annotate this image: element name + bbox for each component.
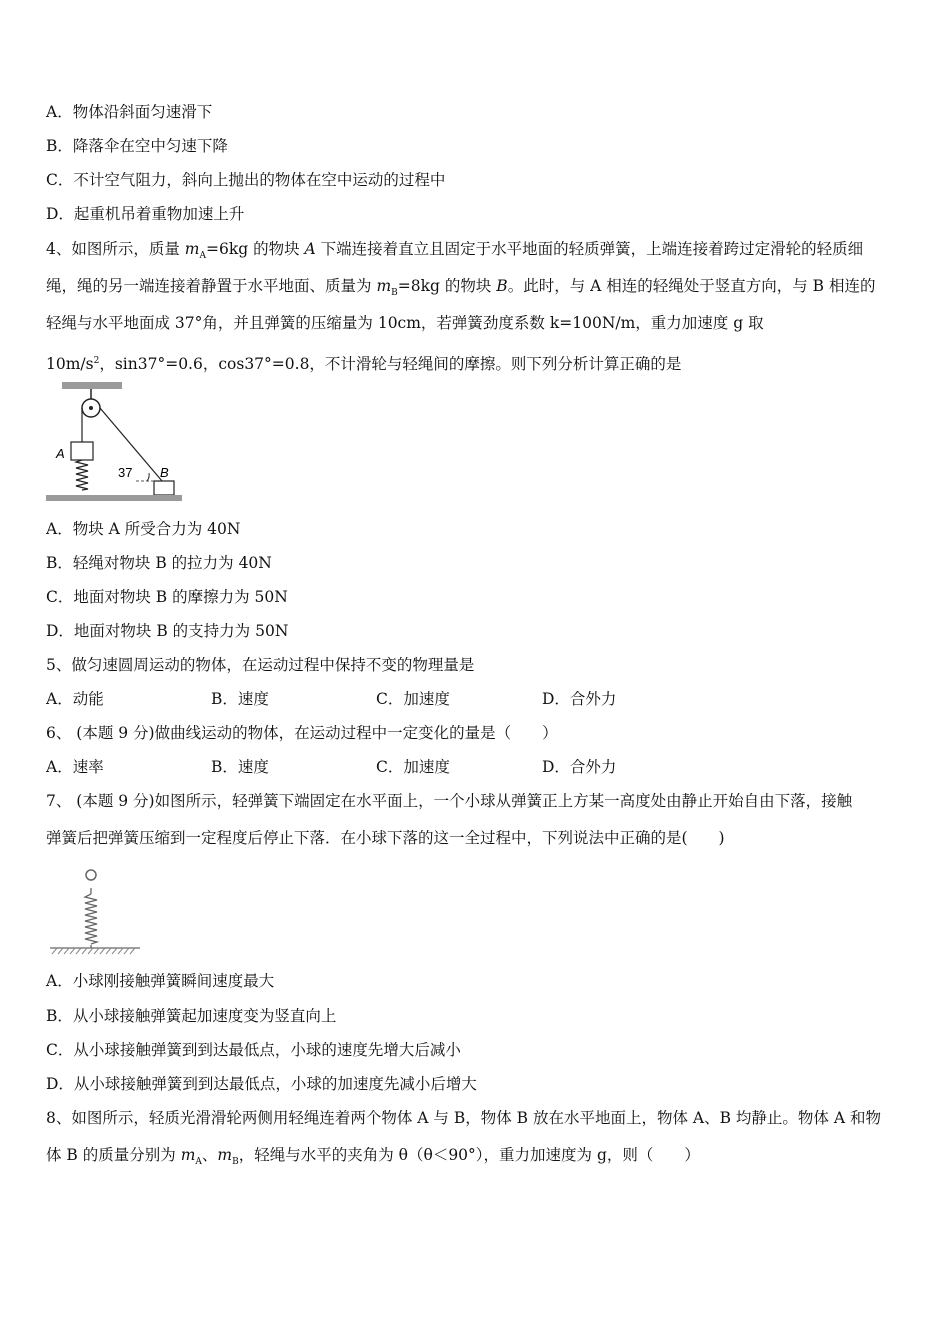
q6-option-a: A．速率	[46, 758, 104, 776]
spring	[85, 894, 97, 944]
q3-option-d: D．起重机吊着重物加速上升	[46, 205, 245, 223]
q7-spring-ball-figure	[46, 864, 144, 956]
q4-stem-line1: 4、如图所示，质量 $m_A=6kg$ 的物块 A 下端连接着直立且固定于水平地面的轻质弹簧，上端连接着跨过定滑轮的轻质细	[46, 240, 864, 262]
q3-option-a: A．物体沿斜面匀速滑下	[46, 103, 213, 121]
q5-stem: 5、做匀速圆周运动的物体，在运动过程中保持不变的物理量是	[46, 656, 475, 674]
q6-stem: 6、 (本题 9 分)做曲线运动的物体，在运动过程中一定变化的量是（ ）	[46, 724, 558, 742]
q7-option-b: B．从小球接触弹簧起加速度变为竖直向上	[46, 1007, 337, 1025]
q7-option-c: C．从小球接触弹簧到到达最低点，小球的速度先增大后减小	[46, 1041, 461, 1059]
q3-option-b: B．降落伞在空中匀速下降	[46, 137, 228, 155]
q7-option-a: A．小球刚接触弹簧瞬间速度最大	[46, 972, 275, 990]
block-b	[154, 481, 174, 495]
q4-stem-line2: 绳，绳的另一端连接着静置于水平地面、质量为 $m_B=8kg$ 的物块 B。此时，与 A 相连的轻绳处于竖直方向，与 B 相连的	[46, 277, 876, 299]
q5-option-c: C．加速度	[376, 690, 450, 708]
block-a	[71, 442, 93, 460]
label-b: B	[160, 465, 169, 480]
q6-option-d: D．合外力	[542, 758, 617, 776]
q4-option-c: C．地面对物块 B 的摩擦力为 50N	[46, 588, 288, 606]
q5-option-b: B．速度	[211, 690, 269, 708]
ball-icon	[86, 870, 96, 880]
floor-hatching	[52, 948, 135, 954]
q4-stem-line4: $10m/s^2$，sin37°=0.6，cos37°=0.8，不计滑轮与轻绳间的摩擦。则下列分析计算正确的是	[46, 355, 682, 374]
spring	[76, 460, 88, 490]
q4-option-b: B．轻绳对物块 B 的拉力为 40N	[46, 554, 272, 572]
q8-stem-line2: 体 B 的质量分别为 $m_A$、$m_B$，轻绳与水平的夹角为 θ（θ＜90°），重力加速度为 g，则（ ）	[46, 1146, 700, 1168]
q4-pulley-spring-figure	[44, 378, 184, 506]
q3-option-c: C．不计空气阻力，斜向上抛出的物体在空中运动的过程中	[46, 171, 446, 189]
q5-option-a: A．动能	[46, 690, 104, 708]
q6-option-c: C．加速度	[376, 758, 450, 776]
q4-stem-line3: 轻绳与水平地面成 37°角，并且弹簧的压缩量为 10cm，若弹簧劲度系数 k=100N/m，重力加速度 g 取	[46, 314, 764, 332]
label-a: A	[56, 446, 65, 461]
q5-option-d: D．合外力	[542, 690, 617, 708]
angle-label: 37	[118, 465, 133, 480]
ground	[46, 495, 182, 501]
q7-stem-line1: 7、 (本题 9 分)如图所示，轻弹簧下端固定在水平面上，一个小球从弹簧正上方某一高度处由静止开始自由下落，接触	[46, 792, 853, 810]
q7-stem-line2: 弹簧后把弹簧压缩到一定程度后停止下落．在小球下落的这一全过程中，下列说法中正确的是( )	[46, 829, 725, 847]
q4-option-a: A．物块 A 所受合力为 40N	[46, 520, 241, 538]
q8-stem-line1: 8、如图所示，轻质光滑滑轮两侧用轻绳连着两个物体 A 与 B，物体 B 放在水平地面上，物体 A、B 均静止。物体 A 和物	[46, 1109, 881, 1127]
q7-option-d: D．从小球接触弹簧到到达最低点，小球的加速度先减小后增大	[46, 1075, 477, 1093]
q6-option-b: B．速度	[211, 758, 269, 776]
q4-option-d: D．地面对物块 B 的支持力为 50N	[46, 622, 289, 640]
ceiling	[62, 382, 122, 389]
